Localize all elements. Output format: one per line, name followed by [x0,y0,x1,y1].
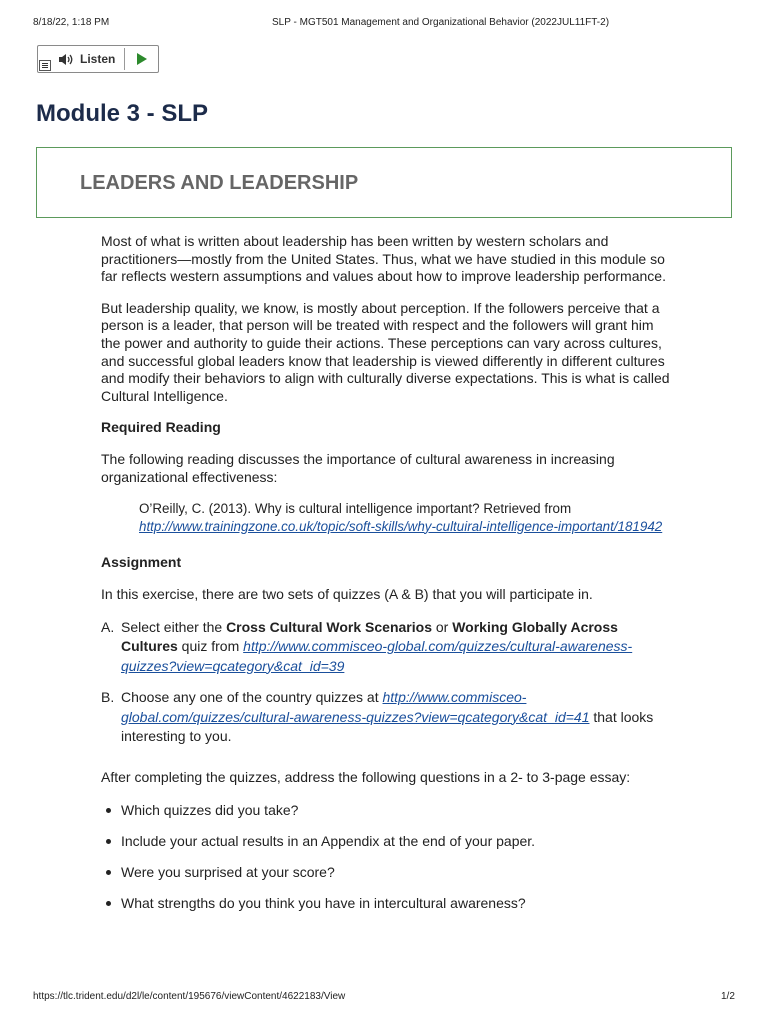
list-item: Were you surprised at your score? [101,862,671,882]
main-content [101,233,671,924]
listen-button[interactable]: Listen [80,52,116,66]
play-icon[interactable] [137,53,147,65]
print-url: https://tlc.trident.edu/d2l/le/content/195676/viewContent/4622183/View [33,991,346,1002]
list-marker: B. [101,689,115,705]
required-reading-heading: Required Reading [101,419,221,436]
intro-paragraph-2: But leadership quality, we know, is mostly about perception. If the followers perceive that a person is a leader, that person will be treated with respect and the followers will grant him the power and authority to guide their actions. These perceptions can vary across cultures, and successful global leaders know that leadership is viewed differently in different cultures and modify their behaviors to align with culturally diverse expectations. This is what is called Cultural Intelligence. [101,299,670,404]
speaker-icon [58,53,74,66]
print-date: 8/18/22, 1:18 PM [33,17,110,28]
page-number: 1/2 [721,991,735,1002]
quiz-name: Working Globally Across Cultures [121,618,618,654]
list-item: B. Choose any one of the country quizzes at http://www.commisceo-global.com/quizzes/cultural-awareness-quizzes?view=qcategory&cat_id=41 that looks interesting to you. [101,689,654,744]
assignment-intro: In this exercise, there are two sets of quizzes (A & B) that you will participate in. [101,585,593,602]
citation-text: O’Reilly, C. (2013). Why is cultural intelligence important? Retrieved from [139,501,572,517]
citation [139,500,671,535]
menu-icon[interactable] [39,60,51,71]
quiz-link-a[interactable]: http://www.commisceo-global.com/quizzes/cultural-awareness-quizzes?view=qcategory&cat_id=39 [121,638,633,674]
list-item: Which quizzes did you take? [101,800,671,820]
quiz-list [101,618,671,747]
quiz-link-b[interactable]: http://www.commisceo-global.com/quizzes/cultural-awareness-quizzes?view=qcategory&cat_id=41 [121,689,590,725]
list-item: What strengths do you think you have in intercultural awareness? [101,893,671,913]
questions-list [101,800,671,913]
listen-widget[interactable] [37,45,159,73]
list-item: Include your actual results in an Appendix at the end of your paper. [101,831,671,851]
module-title: Module 3 - SLP [36,100,209,127]
print-page-title: SLP - MGT501 Management and Organizational Behavior (2022JUL11FT-2) [272,17,610,28]
divider [124,48,125,70]
list-item: A. Select either the Cross Cultural Work Scenarios or Working Globally Across Cultures quiz from http://www.commisceo-global.com/quizzes/cultural-awareness-quizzes?view=qcategory&cat_id=39 [101,618,633,674]
banner-title: LEADERS AND LEADERSHIP [80,172,359,194]
reading-intro: The following reading discusses the importance of cultural awareness in increasing organizational effectiveness: [101,450,615,485]
citation-link[interactable]: http://www.trainingzone.co.uk/topic/soft-skills/why-cultuiral-intelligence-important/181942 [139,518,663,534]
questions-intro: After completing the quizzes, address the following questions in a 2- to 3-page essay: [101,768,631,785]
assignment-heading: Assignment [101,554,182,571]
quiz-name: Cross Cultural Work Scenarios [226,618,432,635]
intro-paragraph-1: Most of what is written about leadership has been written by western scholars and practitioners—mostly from the United States. Thus, what we have studied in this module so far reflects western assumptions and values about how to improve leadership performance. [101,233,666,285]
section-banner [36,147,732,218]
list-marker: A. [101,618,115,635]
